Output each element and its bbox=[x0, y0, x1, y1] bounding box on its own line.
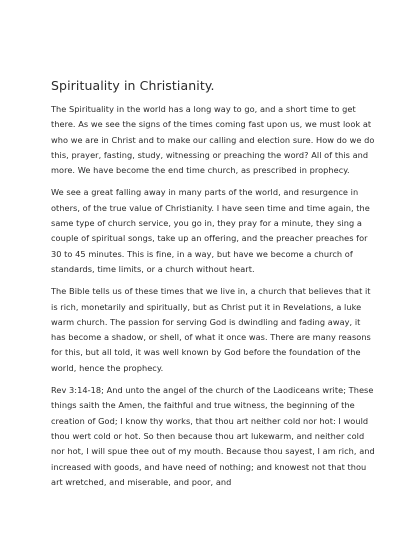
document-title: Spirituality in Christianity. bbox=[51, 78, 215, 93]
paragraph-2: We see a great falling away in many parts of the world, and resurgence in others, of the true value of Christianity. I have seen time and time again, the same type of church service, you go in, they pray for a minute, they sing a couple of spiritual songs, take up an offering, and the preacher preaches for 30 to 45 minutes. This is fine, in a way, but have we become a church of standards, time limits, or a church without heart. bbox=[51, 187, 370, 274]
paragraph-4: Rev 3:14-18; And unto the angel of the church of the Laodiceans write; These things saith the Amen, the faithful and true witness, the beginning of the creation of God; I know thy works, that thou art neither cold nor hot: I would thou wert cold or hot. So then because thou art lukewarm, and neither cold nor hot, I will spue thee out of my mouth. Because thou sayest, I am rich, and increased with goods, and have need of nothing; and knowest not that thou art wretched, and miserable, and poor, and bbox=[51, 385, 375, 487]
paragraph-1: The Spirituality in the world has a long way to go, and a short time to get there. As we see the signs of the times coming fast upon us, we must look at who we are in Christ and to make our calling and election sure. How do we do this, prayer, fasting, study, witnessing or preaching the word? All of this and more. We have become the end time church, as prescribed in prophecy. bbox=[51, 104, 375, 176]
paragraph-3: The Bible tells us of these times that we live in, a church that believes that it is rich, monetarily and spiritually, but as Christ put it in Revelations, a luke warm church. The passion for serving God is dwindling and fading away, it has become a shadow, or shell, of what it once was. There are many reasons for this, but all told, it was well known by God before the foundation of the world, hence the prophecy. bbox=[51, 286, 371, 373]
